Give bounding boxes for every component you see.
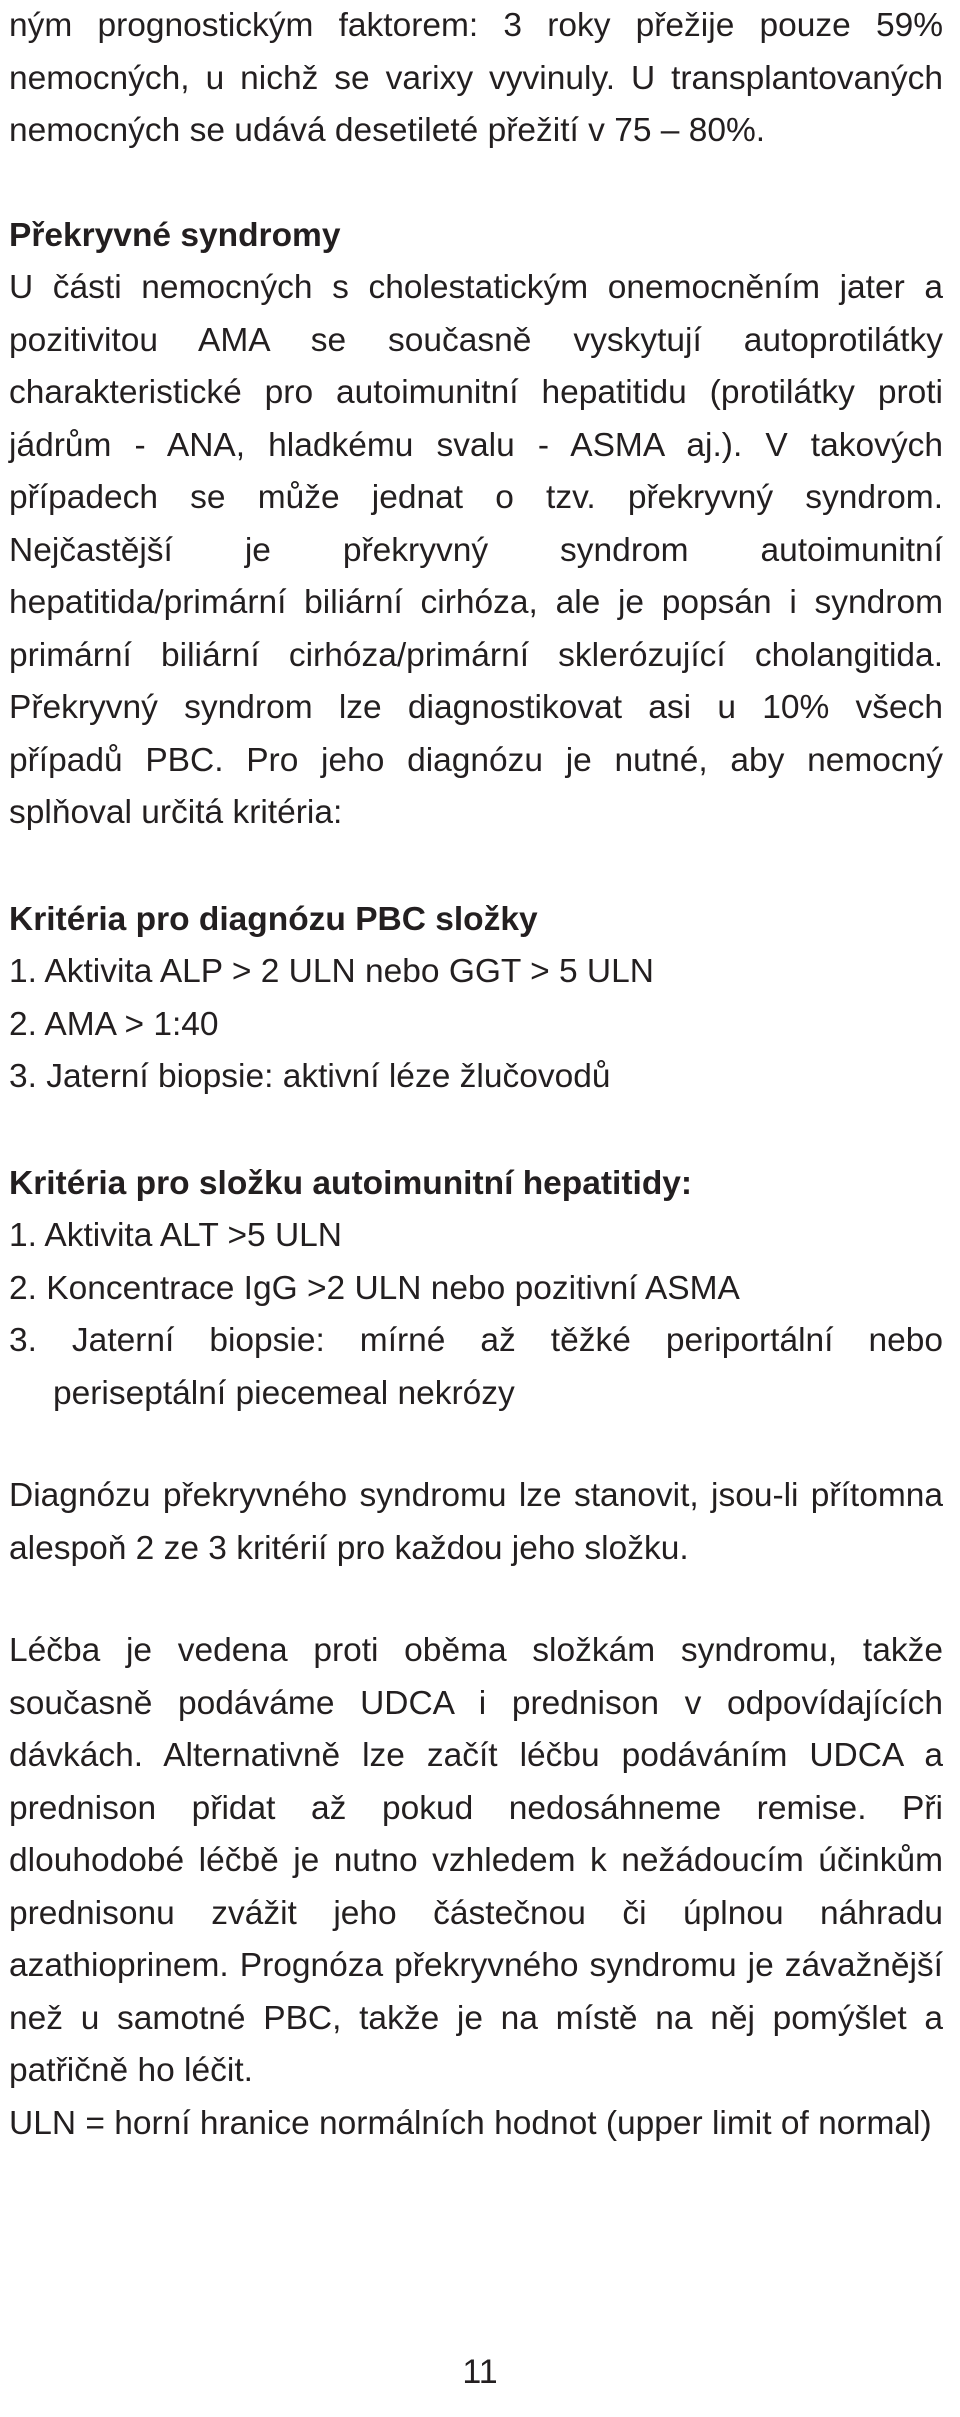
aih-criterion-2: 2. Koncentrace IgG >2 ULN nebo pozitivní ASMA — [9, 1269, 740, 1307]
spacer — [9, 158, 943, 210]
page-number: 11 — [462, 2353, 498, 2391]
aih-criterion-1: 1. Aktivita ALT >5 ULN — [9, 1217, 343, 1254]
spacer — [9, 1575, 943, 1625]
spacer — [9, 1420, 943, 1470]
overlap-section-heading: Překryvné syndromy — [9, 216, 341, 254]
spacer — [9, 1104, 943, 1158]
overlap-section-body: U části nemocných s cholestatickým onemocněním jater a pozitivitou AMA se současně vyskytují autoprotilátky charakteristické pro autoimunitní hepatitidu (protilátky proti jádrům - ANA, hladkému svalu - ASMA aj.). V takových případech se může jednat o tzv. překryvný syndrom. Nejčastější je překryvný syndrom autoimunitní hepatitida/primární biliární cirhóza, ale je popsán i syndrom primární biliární cirhóza/primární sklerózující cholangitida. Překryvný syndrom lze diagnostikovat asi u 10% všech případů PBC. Pro jeho diagnózu je nutné, aby nemocný splňoval určitá kritéria: — [9, 269, 943, 831]
aih-criteria-heading: Kritéria pro složku autoimunitní hepatitidy: — [9, 1164, 693, 1202]
document-page — [9, 0, 943, 2150]
pbc-criterion-2: 2. AMA > 1:40 — [9, 1005, 219, 1043]
abbreviation-note: ULN = horní hranice normálních hodnot (upper limit of normal) — [9, 2104, 932, 2142]
treatment-paragraph: Léčba je vedena proti oběma složkám syndromu, takže současně podáváme UDCA i prednison v odpovídajících dávkách. Alternativně lze začít léčbu podáváním UDCA a prednison přidat až pokud nedosáhneme remise. Při dlouhodobé léčbě je nutno vzhledem k nežádoucím účinkům prednisonu zvážit jeho částečnou či úplnou náhradu azathioprinem. Prognóza překryvného syndromu je závažnější než u samotné PBC, takže je na místě na něj pomýšlet a patřičně ho léčit. — [9, 1632, 943, 2089]
aih-criterion-3: 3. Jaterní biopsie: mírné až těžké periportální nebo periseptální piecemeal nekrózy — [9, 1322, 943, 1412]
pbc-criterion-3: 3. Jaterní biopsie: aktivní léze žlučovodů — [9, 1058, 611, 1095]
spacer — [9, 840, 943, 894]
diagnosis-rule-paragraph: Diagnózu překryvného syndromu lze stanovit, jsou-li přítomna alespoň 2 ze 3 kritérií pro každou jeho složku. — [9, 1477, 943, 1567]
pbc-criterion-1: 1. Aktivita ALP > 2 ULN nebo GGT > 5 ULN — [9, 953, 654, 990]
pbc-criteria-heading: Kritéria pro diagnózu PBC složky — [9, 900, 538, 938]
intro-paragraph: ným prognostickým faktorem: 3 roky přežije pouze 59% nemocných, u nichž se varixy vyvinuly. U transplantovaných nemocných se udává desetileté přežití v 75 – 80%. — [9, 7, 943, 149]
